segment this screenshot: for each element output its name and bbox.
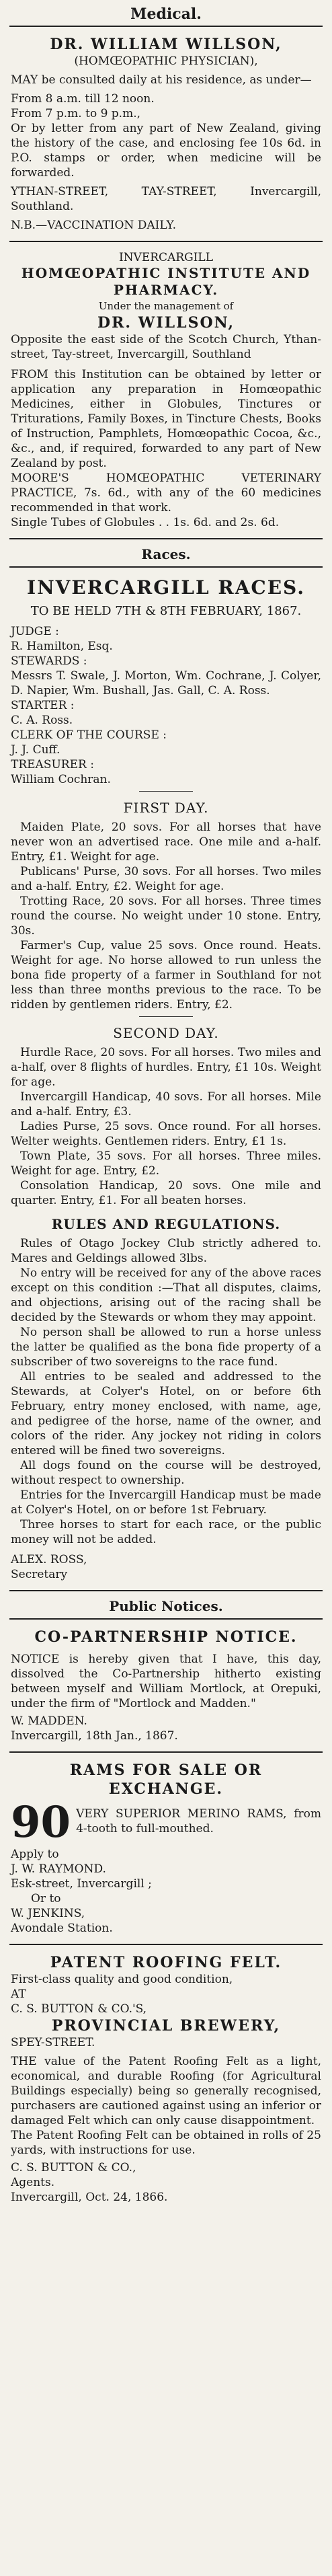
rule — [139, 1016, 193, 1017]
rams-raymond: J. W. RAYMOND. — [11, 1862, 106, 1876]
roofing-felt-ad — [9, 1945, 323, 2213]
races-ad — [9, 568, 323, 1590]
copartnership-ad — [9, 1620, 323, 1751]
felt-role: Agents. — [11, 2176, 55, 2189]
medical-header: Medical. — [130, 5, 202, 23]
copart-title: CO-PARTNERSHIP NOTICE. — [34, 1628, 298, 1646]
willson-line-5: YTHAN-STREET, TAY-STREET, Invercargill, Southland. — [11, 185, 321, 213]
willson-line-1: MAY be consulted daily at his residence, as under— — [11, 73, 312, 87]
felt-body: THE value of the Patent Roofing Felt as a light, economical, and durable Roofing (for Agricultural Buildings especially) being so generally recognised, purchasers are cautioned against using an inferior or damaged Felt which can only cause disappointment. — [11, 2055, 321, 2127]
day1-title: FIRST DAY. — [123, 800, 209, 816]
rule-text: No person shall be allowed to run a horse unless the latter be qualified as the bona fide property of a subscriber of two sovereigns to the race fund. — [11, 1326, 321, 1369]
rule-text: Rules of Otago Jockey Club strictly adhered to. Mares and Geldings allowed 3lbs. — [11, 1237, 321, 1265]
felt-at: AT — [11, 1987, 26, 2001]
rams-number: 90 — [11, 1804, 71, 1842]
rams-desc: VERY SUPERIOR MERINO RAMS, from 4-tooth to full-mouthed. — [76, 1807, 321, 1835]
willson-ad — [9, 27, 323, 241]
rams-jenkins-addr: Avondale Station. — [11, 1922, 113, 1935]
races-official-3: Messrs T. Swale, J. Morton, Wm. Cochrane, J. Colyer, D. Napier, Wm. Bushall, Jas. Gall, C. A. Ross. — [11, 669, 321, 697]
day2-race: Consolation Handicap, 20 sovs. One mile and quarter. Entry, £1. For all beaten horses. — [11, 1179, 321, 1207]
day1-race: Farmer's Cup, value 25 sovs. Once round. Heats. Weight for age. No horse allowed to run unless the bona fide property of a farmer in Southland for not less than three months previous to the race. To be ridden by gentlemen riders. Entry, £2. — [11, 939, 321, 1012]
races-official-5: C. A. Ross. — [11, 714, 73, 727]
felt-brewery: PROVINCIAL BREWERY, — [51, 2017, 281, 2035]
felt-street: SPEY-STREET. — [11, 2036, 95, 2049]
willson-line-4: Or by letter from any part of New Zealand, giving the history of the case, and enclosing fee 10s 6d. in P.O. stamps or order, when medicine will be forwarded. — [11, 122, 321, 180]
day2-race: Ladies Purse, 25 sovs. Once round. For all horses. Welter weights. Gentlemen riders. Entry, £1 1s. — [11, 1120, 321, 1148]
felt-quality: First-class quality and good condition, — [11, 1973, 233, 1986]
institute-tubes: Single Tubes of Globules . . 1s. 6d. and 2s. 6d. — [11, 516, 280, 529]
races-official-7: J. J. Cuff. — [11, 743, 60, 757]
institute-line-5: Opposite the east side of the Scotch Church, Ythan-street, Tay-street, Invercargill, Southland — [11, 333, 321, 361]
rule-text: All dogs found on the course will be destroyed, without respect to ownership. — [11, 1459, 321, 1487]
races-official-0: JUDGE : — [11, 625, 59, 638]
rule — [139, 791, 193, 792]
rams-title: RAMS FOR SALE OR EXCHANGE. — [69, 1761, 263, 1798]
races-official-9: William Cochran. — [11, 773, 111, 786]
races-title: INVERCARGILL RACES. — [26, 576, 306, 599]
rules-title: RULES AND REGULATIONS. — [51, 1216, 281, 1232]
day1-race: Publicans' Purse, 30 sovs. For all horses. Two miles and a-half. Entry, £2. Weight for age. — [11, 865, 321, 893]
rams-or: Or to — [31, 1892, 61, 1905]
races-official-2: STEWARDS : — [11, 654, 87, 668]
felt-date: Invercargill, Oct. 24, 1866. — [11, 2191, 168, 2204]
rule-text: Three horses to start for each race, or the public money will not be added. — [11, 1518, 321, 1546]
rams-jenkins: W. JENKINS, — [11, 1907, 85, 1920]
races-sign-role: Secretary — [11, 1568, 68, 1581]
felt-body-2: The Patent Roofing Felt can be obtained in rolls of 25 yards, with instructions for use. — [11, 2129, 321, 2157]
races-official-1: R. Hamilton, Esq. — [11, 640, 113, 653]
races-official-4: STARTER : — [11, 699, 75, 712]
day2-race: Hurdle Race, 20 sovs. For all horses. Two miles and a-half, over 8 flights of hurdles. Entry, £1 10s. Weight for age. — [11, 1046, 321, 1089]
day1-race: Maiden Plate, 20 sovs. For all horses that have never won an advertised race. One mile and a-half. Entry, £1. Weight for age. — [11, 821, 321, 864]
felt-sign: C. S. BUTTON & CO., — [11, 2161, 136, 2174]
rams-raymond-addr: Esk-street, Invercargill ; — [11, 1877, 152, 1891]
institute-line-1: INVERCARGILL — [118, 251, 214, 264]
day2-title: SECOND DAY. — [113, 1025, 219, 1041]
copart-body: NOTICE is hereby given that I have, this day, dissolved the Co-Partnership hitherto existing between myself and William Mortlock, at Orepuki, under the firm of "Mortlock and Madden." — [11, 1653, 321, 1710]
day2-race: Invercargill Handicap, 40 sovs. For all horses. Mile and a-half. Entry, £3. — [11, 1090, 321, 1119]
willson-title: DR. WILLIAM WILLSON, — [50, 36, 282, 53]
rule-text: All entries to be sealed and addressed to the Stewards, at Colyer's Hotel, on or before 6th February, entry money enclosed, with name, age, and pedigree of the horse, name of the owner, and colors of the rider. Any jockey not riding in colors entered will be fined two sovereigns. — [11, 1370, 321, 1457]
copart-sign: W. MADDEN. — [11, 1714, 87, 1728]
willson-sub: (HOMŒOPATHIC PHYSICIAN), — [74, 54, 258, 68]
rams-ad — [9, 1753, 323, 1944]
willson-line-3: From 7 p.m. to 9 p.m., — [11, 107, 141, 120]
rule-text: No entry will be received for any of the above races except on this condition :—That all disputes, claims, and objections, arising out of the racing shall be decided by the Stewards or whom they may appoint. — [11, 1266, 321, 1324]
institute-line-2: HOMŒOPATHIC INSTITUTE AND PHARMACY. — [21, 265, 311, 298]
races-official-6: CLERK OF THE COURSE : — [11, 728, 167, 742]
day1-race: Trotting Race, 20 sovs. For all horses. Three times round the course. No weight under 10 stone. Entry, 30s. — [11, 895, 321, 938]
rule-text: Entries for the Invercargill Handicap must be made at Colyer's Hotel, on or before 1st February. — [11, 1488, 321, 1517]
institute-line-3: Under the management of — [98, 300, 234, 312]
races-dates: TO BE HELD 7TH & 8TH FEBRUARY, 1867. — [30, 604, 302, 618]
races-sign: ALEX. ROSS, — [11, 1553, 87, 1566]
institute-body: FROM this Institution can be obtained by letter or application any preparation in Homœopathic Medicines, either in Globules, Tinctures or Triturations, Family Boxes, in Tincture Chests, Books of Instruction, Pamphlets, Homœopathic Cocoa, &c., &c., and, if required, forwarded to any part of New Zealand by post. — [11, 368, 321, 470]
day2-race: Town Plate, 35 sovs. For all horses. Three miles. Weight for age. Entry, £2. — [11, 1149, 321, 1178]
felt-title: PATENT ROOFING FELT. — [50, 1954, 282, 1971]
institute-moore: MOORE'S HOMŒOPATHIC VETERINARY PRACTICE, 7s. 6d., with any of the 60 medicines recommended in that work. — [11, 471, 321, 515]
felt-firm: C. S. BUTTON & CO.'S, — [11, 2002, 147, 2016]
willson-line-2: From 8 a.m. till 12 noon. — [11, 92, 155, 106]
copart-date: Invercargill, 18th Jan., 1867. — [11, 1729, 178, 1743]
willson-line-6: N.B.—VACCINATION DAILY. — [11, 219, 176, 232]
institute-line-4: DR. WILLSON, — [97, 314, 235, 332]
races-official-8: TREASURER : — [11, 758, 94, 771]
rams-apply: Apply to — [11, 1848, 59, 1861]
races-header: Races. — [141, 546, 191, 562]
notices-header: Public Notices. — [109, 1598, 223, 1614]
institute-ad — [9, 242, 323, 538]
